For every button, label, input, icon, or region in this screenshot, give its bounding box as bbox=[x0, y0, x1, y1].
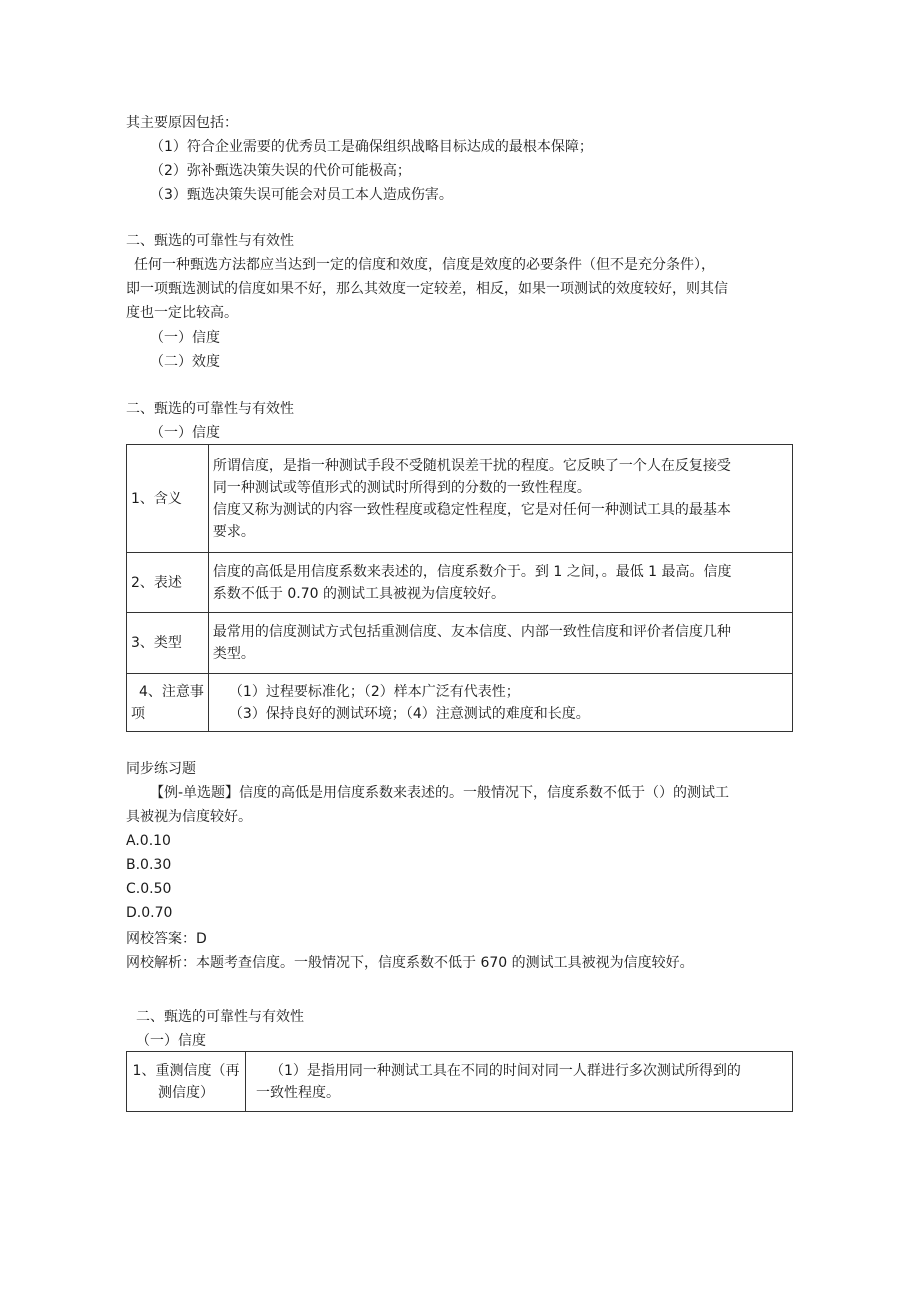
row-content bbox=[208, 613, 792, 674]
outline-item: （一）信度 bbox=[150, 330, 220, 346]
cell-line: （1）是指用同一种测试工具在不同的时间对同一人群进行多次测试所得到的 bbox=[270, 1062, 741, 1079]
section-title: 二、甄选的可靠性与有效性 bbox=[136, 1009, 304, 1025]
section-title: 二、甄选的可靠性与有效性 bbox=[126, 401, 294, 417]
answer-option: C.0.50 bbox=[126, 881, 172, 897]
intro-reason: （3）甄选决策失误可能会对员工本人造成伤害。 bbox=[150, 187, 453, 203]
question-line: 【例-单选题】信度的高低是用信度系数来表述的。一般情况下，信度系数不低于（）的测试工 bbox=[150, 785, 730, 801]
outline-item: （二）效度 bbox=[150, 354, 220, 370]
cell-line: 一致性程度。 bbox=[256, 1084, 340, 1101]
cell-line: （1）过程要标准化；（2）样本广泛有代表性； bbox=[228, 683, 520, 700]
paragraph-line: 任何一种甄选方法都应当达到一定的信度和效度，信度是效度的必要条件（但不是充分条件）， bbox=[134, 257, 715, 273]
cell-line: 信度又称为测试的内容一致性程度或稳定性程度，它是对任何一种测试工具的最基本 bbox=[212, 501, 731, 518]
row-label bbox=[127, 1052, 246, 1112]
table-row bbox=[127, 553, 793, 613]
intro-reason: （1）符合企业需要的优秀员工是确保组织战略目标达成的最根本保障； bbox=[150, 139, 593, 155]
cell-line: 所谓信度，是指一种测试手段不受随机误差干扰的程度。它反映了一个人在反复接受 bbox=[212, 457, 731, 474]
table-row bbox=[127, 445, 793, 553]
cell-line: 信度的高低是用信度系数来表述的，信度系数介于。到 1 之间，。最低 1 最高。信度 bbox=[212, 563, 732, 580]
intro-reason: （2）弥补甄选决策失误的代价可能极高； bbox=[150, 163, 411, 179]
row-label: 2、表述 bbox=[127, 553, 209, 613]
row-label bbox=[127, 674, 209, 732]
row-content bbox=[208, 553, 792, 613]
answer-analysis: 网校解析：本题考查信度。一般情况下，信度系数不低于 670 的测试工具被视为信度较好。 bbox=[126, 955, 694, 971]
cell-line: 要求。 bbox=[212, 523, 255, 540]
table-row bbox=[127, 674, 793, 732]
section-subtitle: （一）信度 bbox=[150, 425, 220, 441]
cell-line: 同一种测试或等值形式的测试时所得到的分数的一致性程度。 bbox=[212, 479, 591, 496]
reliability-table bbox=[126, 444, 793, 732]
section-subtitle: （一）信度 bbox=[136, 1033, 206, 1049]
row-content bbox=[246, 1052, 793, 1112]
table-row bbox=[127, 1052, 793, 1112]
exercise-title: 同步练习题 bbox=[126, 761, 196, 777]
cell-line: 最常用的信度测试方式包括重测信度、友本信度、内部一致性信度和评价者信度几种 bbox=[212, 624, 731, 640]
section-title: 二、甄选的可靠性与有效性 bbox=[126, 233, 294, 249]
cell-line: 系数不低于 0.70 的测试工具被视为信度较好。 bbox=[212, 585, 505, 602]
question-line: 具被视为信度较好。 bbox=[126, 809, 252, 825]
paragraph-line: 即一项甄选测试的信度如果不好，那么其效度一定较差，相反，如果一项测试的效度较好，则其信 bbox=[126, 281, 728, 297]
row-content bbox=[208, 674, 792, 732]
row-content bbox=[208, 445, 792, 553]
row-label: 3、类型 bbox=[127, 613, 209, 674]
row-label: 1、含义 bbox=[127, 445, 209, 553]
label-line: 4、注意事 bbox=[139, 683, 204, 700]
label-line: 项 bbox=[131, 705, 145, 722]
retest-table bbox=[126, 1051, 793, 1112]
label-line: 1、重测信度（再 bbox=[132, 1062, 240, 1079]
answer-option: B.0.30 bbox=[126, 857, 172, 873]
answer-option: D.0.70 bbox=[126, 905, 173, 921]
answer-key: 网校答案：D bbox=[126, 931, 207, 947]
paragraph-line: 度也一定比较高。 bbox=[126, 305, 238, 321]
intro-heading: 其主要原因包括： bbox=[126, 115, 238, 131]
label-line: 测信度） bbox=[158, 1084, 214, 1101]
answer-option: A.0.10 bbox=[126, 833, 171, 849]
cell-line: 类型。 bbox=[212, 646, 255, 662]
table-row bbox=[127, 613, 793, 674]
cell-line: （3）保持良好的测试环境；（4）注意测试的难度和长度。 bbox=[228, 705, 590, 722]
